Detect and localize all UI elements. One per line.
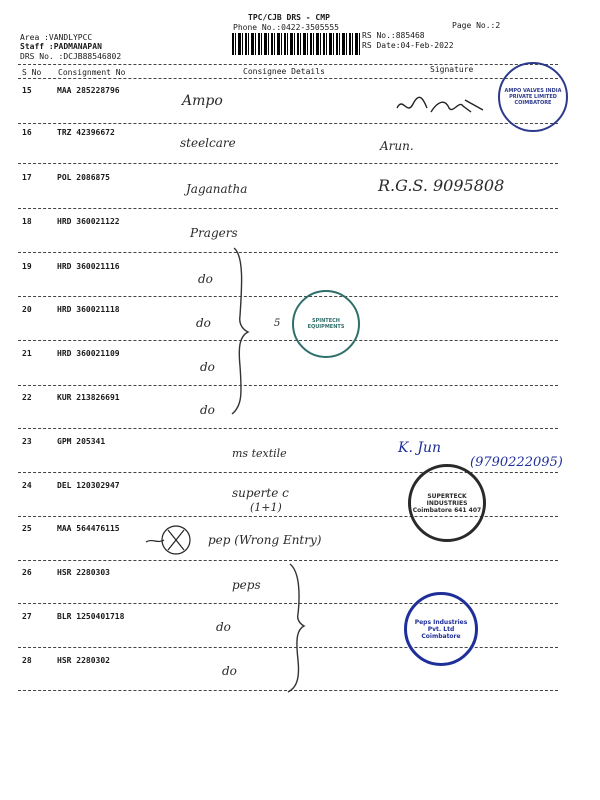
row-divider — [18, 123, 558, 124]
handwritten-ditto: do — [198, 272, 213, 286]
company-stamp-superteck: SUPERTECK INDUSTRIES Coimbatore 641 407 — [408, 464, 486, 542]
rs-date: RS Date:04-Feb-2022 — [362, 41, 454, 50]
drs-number: DRS No. :DCJB88546802 — [20, 52, 122, 61]
handwritten-ditto: do — [196, 316, 211, 330]
row-consignment: HRD 360021118 — [57, 305, 120, 314]
handwritten-signature: K. Jun — [398, 440, 442, 456]
phone-number: Phone No.:0422-3505555 — [233, 23, 339, 32]
handwritten-ditto: do — [222, 664, 237, 678]
header-divider — [18, 64, 558, 65]
handwritten-ditto: do — [200, 360, 215, 374]
row-divider — [18, 340, 558, 341]
row-divider — [18, 296, 558, 297]
row-divider — [18, 472, 558, 473]
brace-rows-18-22 — [228, 246, 252, 418]
row-sno: 25 — [22, 524, 32, 533]
row-divider — [18, 428, 558, 429]
rs-number: RS No.:885468 — [362, 31, 425, 40]
page-number: Page No.:2 — [452, 21, 501, 30]
signature-row-15 — [393, 94, 489, 118]
company-stamp-ampo: AMPO VALVES INDIA PRIVATE LIMITED COIMBATORE — [498, 62, 568, 132]
company-stamp-spintech: SPINTECH EQUIPMENTS — [292, 290, 360, 358]
handwritten-quantity: (1+1) — [250, 501, 282, 514]
row-sno: 27 — [22, 612, 32, 621]
row-consignment: BLR 1250401718 — [57, 612, 125, 621]
handwritten-consignee: Pragers — [190, 226, 238, 240]
row-sno: 17 — [22, 173, 32, 182]
row-consignment: MAA 564476115 — [57, 524, 120, 533]
row-divider — [18, 163, 558, 164]
area: Area :VANDLYPCC — [20, 33, 93, 42]
row-sno: 23 — [22, 437, 32, 446]
handwritten-ditto: do — [200, 403, 215, 417]
handwritten-consignee: ms textile — [232, 447, 287, 460]
handwritten-consignee: steelcare — [180, 136, 236, 150]
crossed-entry-mark — [142, 520, 202, 560]
row-consignment: HRD 360021122 — [57, 217, 120, 226]
row-consignment: HSR 2280303 — [57, 568, 110, 577]
columns-divider — [18, 78, 558, 79]
handwritten-consignee: Ampo — [182, 93, 223, 109]
brace-rows-26-28 — [284, 562, 308, 694]
row-sno: 21 — [22, 349, 32, 358]
row-sno: 19 — [22, 262, 32, 271]
staff: Staff :PADMANAPAN — [20, 42, 102, 51]
row-consignment: KUR 213826691 — [57, 393, 120, 402]
row-divider — [18, 385, 558, 386]
row-consignment: POL 2086875 — [57, 173, 110, 182]
handwritten-signature: Arun. — [380, 139, 414, 153]
row-consignment: DEL 120302947 — [57, 481, 120, 490]
row-sno: 28 — [22, 656, 32, 665]
col-consignee: Consignee Details — [243, 67, 325, 76]
handwritten-consignee: peps — [232, 578, 261, 592]
row-consignment: MAA 285228796 — [57, 86, 120, 95]
row-sno: 16 — [22, 128, 32, 137]
row-consignment: GPM 205341 — [57, 437, 106, 446]
handwritten-consignee: pep (Wrong Entry) — [208, 533, 322, 547]
row-consignment: HRD 360021116 — [57, 262, 120, 271]
handwritten-consignee: Jaganatha — [186, 182, 248, 196]
row-consignment: TRZ 42396672 — [57, 128, 115, 137]
row-sno: 15 — [22, 86, 32, 95]
row-sno: 24 — [22, 481, 32, 490]
row-sno: 26 — [22, 568, 32, 577]
company-stamp-peps: Peps Industries Pvt. Ltd Coimbatore — [404, 592, 478, 666]
row-consignment: HRD 360021109 — [57, 349, 120, 358]
handwritten-phone: (9790222095) — [470, 455, 563, 470]
handwritten-ditto: do — [216, 620, 231, 634]
col-signature: Signature — [430, 65, 474, 74]
row-divider — [18, 208, 558, 209]
handwritten-consignee: superte c — [232, 486, 289, 500]
handwritten-mark: 5 — [274, 318, 281, 329]
row-divider — [18, 252, 558, 253]
barcode — [232, 33, 360, 55]
row-consignment: HSR 2280302 — [57, 656, 110, 665]
row-divider — [18, 560, 558, 561]
handwritten-signature: R.G.S. 9095808 — [378, 176, 505, 195]
col-sno: S No — [22, 68, 42, 77]
row-sno: 18 — [22, 217, 32, 226]
row-sno: 22 — [22, 393, 32, 402]
row-sno: 20 — [22, 305, 32, 314]
col-consignment: Consignment No — [58, 68, 126, 77]
report-title: TPC/CJB DRS - CMP — [248, 13, 330, 22]
